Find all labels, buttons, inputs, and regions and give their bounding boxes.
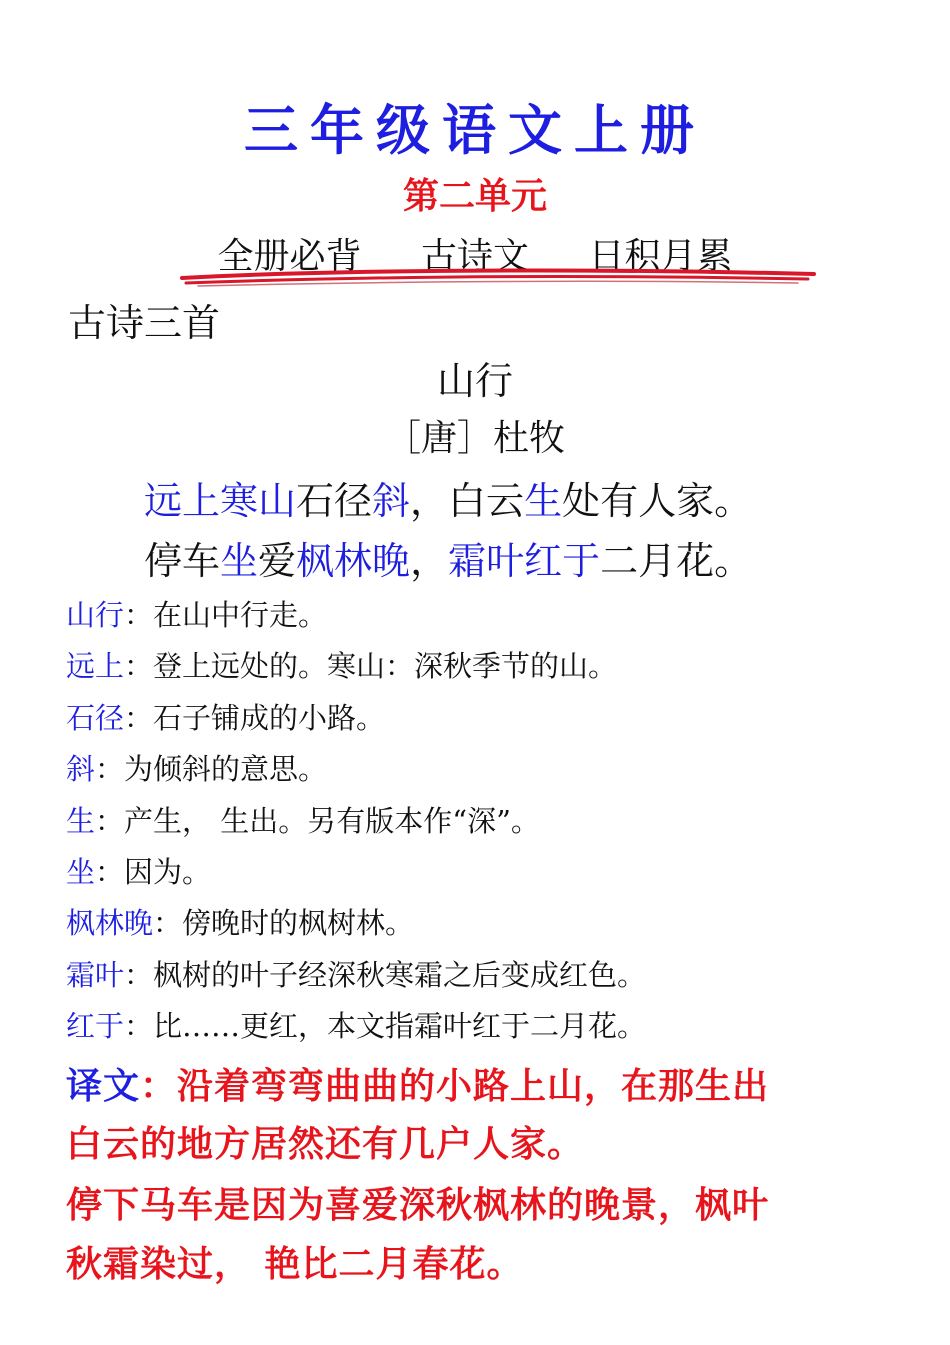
note-text: 在山中行走。	[153, 598, 328, 632]
translation-line-1	[66, 1058, 769, 1109]
note-item	[66, 1004, 646, 1045]
note-term: 红于	[66, 1009, 125, 1043]
note-item	[66, 901, 414, 942]
note-term: 霜叶	[66, 958, 125, 992]
poem-author: ［唐］杜牧	[384, 418, 565, 459]
note-text: 登上远处的。寒山：深秋季节的山。	[153, 649, 618, 683]
note-item	[66, 953, 646, 994]
note-term: 生	[66, 804, 96, 838]
poem-segment: 霜叶红于	[448, 539, 601, 583]
poem-segment: 爱	[258, 539, 297, 583]
note-text: 枫树的叶子经深秋寒霜之后变成红色。	[153, 958, 647, 992]
note-item	[66, 644, 617, 685]
note-sep: ：	[124, 701, 154, 735]
poem-segment: 斜	[372, 479, 411, 523]
poem-segment: ，白云	[410, 479, 525, 523]
poem-segment: ，	[410, 539, 449, 583]
note-sep: ：	[95, 804, 125, 838]
poem-title: 山行	[436, 359, 513, 403]
note-term: 远上	[66, 649, 125, 683]
note-term: 山行	[66, 598, 125, 632]
translation-label: 译文	[66, 1065, 141, 1107]
note-text: 比……更红，本文指霜叶红于二月花。	[153, 1009, 647, 1043]
poem-segment: 生	[524, 479, 563, 523]
note-item	[66, 747, 327, 788]
note-term: 石径	[66, 701, 125, 735]
note-sep: ：	[124, 1009, 154, 1043]
note-sep: ：	[124, 958, 154, 992]
note-item	[66, 799, 540, 840]
translation-text: 沿着弯弯曲曲的小路上山，在那生出	[177, 1065, 770, 1107]
poem-segment: 枫林晚	[296, 539, 411, 583]
note-text: 产生， 生出。另有版本作“深”。	[124, 804, 540, 838]
poem-segment: 远上寒山	[144, 479, 297, 523]
poem-line-1	[144, 470, 752, 525]
note-sep: ：	[124, 598, 154, 632]
translation-sep: ：	[140, 1065, 178, 1107]
note-text: 石子铺成的小路。	[153, 701, 386, 735]
note-item	[66, 593, 327, 634]
note-sep: ：	[95, 752, 125, 786]
note-term: 斜	[66, 752, 96, 786]
translation-line-3: 停下马车是因为喜爱深秋枫林的晚景，枫叶	[66, 1184, 770, 1226]
note-sep: ：	[95, 855, 125, 889]
banner-underline	[178, 264, 818, 290]
note-text: 因为。	[124, 855, 212, 889]
poem-segment: 停车	[144, 539, 221, 583]
note-term: 坐	[66, 855, 96, 889]
banner-item-3: 日积月累	[588, 236, 733, 277]
translation-line-4: 秋霜染过， 艳比二月春花。	[66, 1243, 524, 1285]
poem-segment: 二月花。	[600, 539, 753, 583]
note-item	[66, 850, 211, 891]
note-term: 枫林晚	[66, 906, 154, 940]
translation-line-2: 白云的地方居然还有几户人家。	[66, 1123, 585, 1165]
note-item	[66, 696, 385, 737]
banner-item-1: 全册必背	[217, 236, 362, 277]
note-sep: ：	[124, 649, 154, 683]
page-title: 三年级语文上册	[244, 98, 706, 162]
banner-item-2: 古诗文	[420, 236, 529, 277]
poem-segment: 处有人家。	[562, 479, 753, 523]
note-text: 为倾斜的意思。	[124, 752, 328, 786]
unit-heading: 第二单元	[402, 175, 547, 217]
poem-line-2	[144, 530, 752, 585]
section-title: 古诗三首	[68, 301, 221, 345]
note-text: 傍晚时的枫树林。	[182, 906, 415, 940]
poem-segment: 坐	[220, 539, 259, 583]
poem-segment: 石径	[296, 479, 373, 523]
note-sep: ：	[153, 906, 183, 940]
